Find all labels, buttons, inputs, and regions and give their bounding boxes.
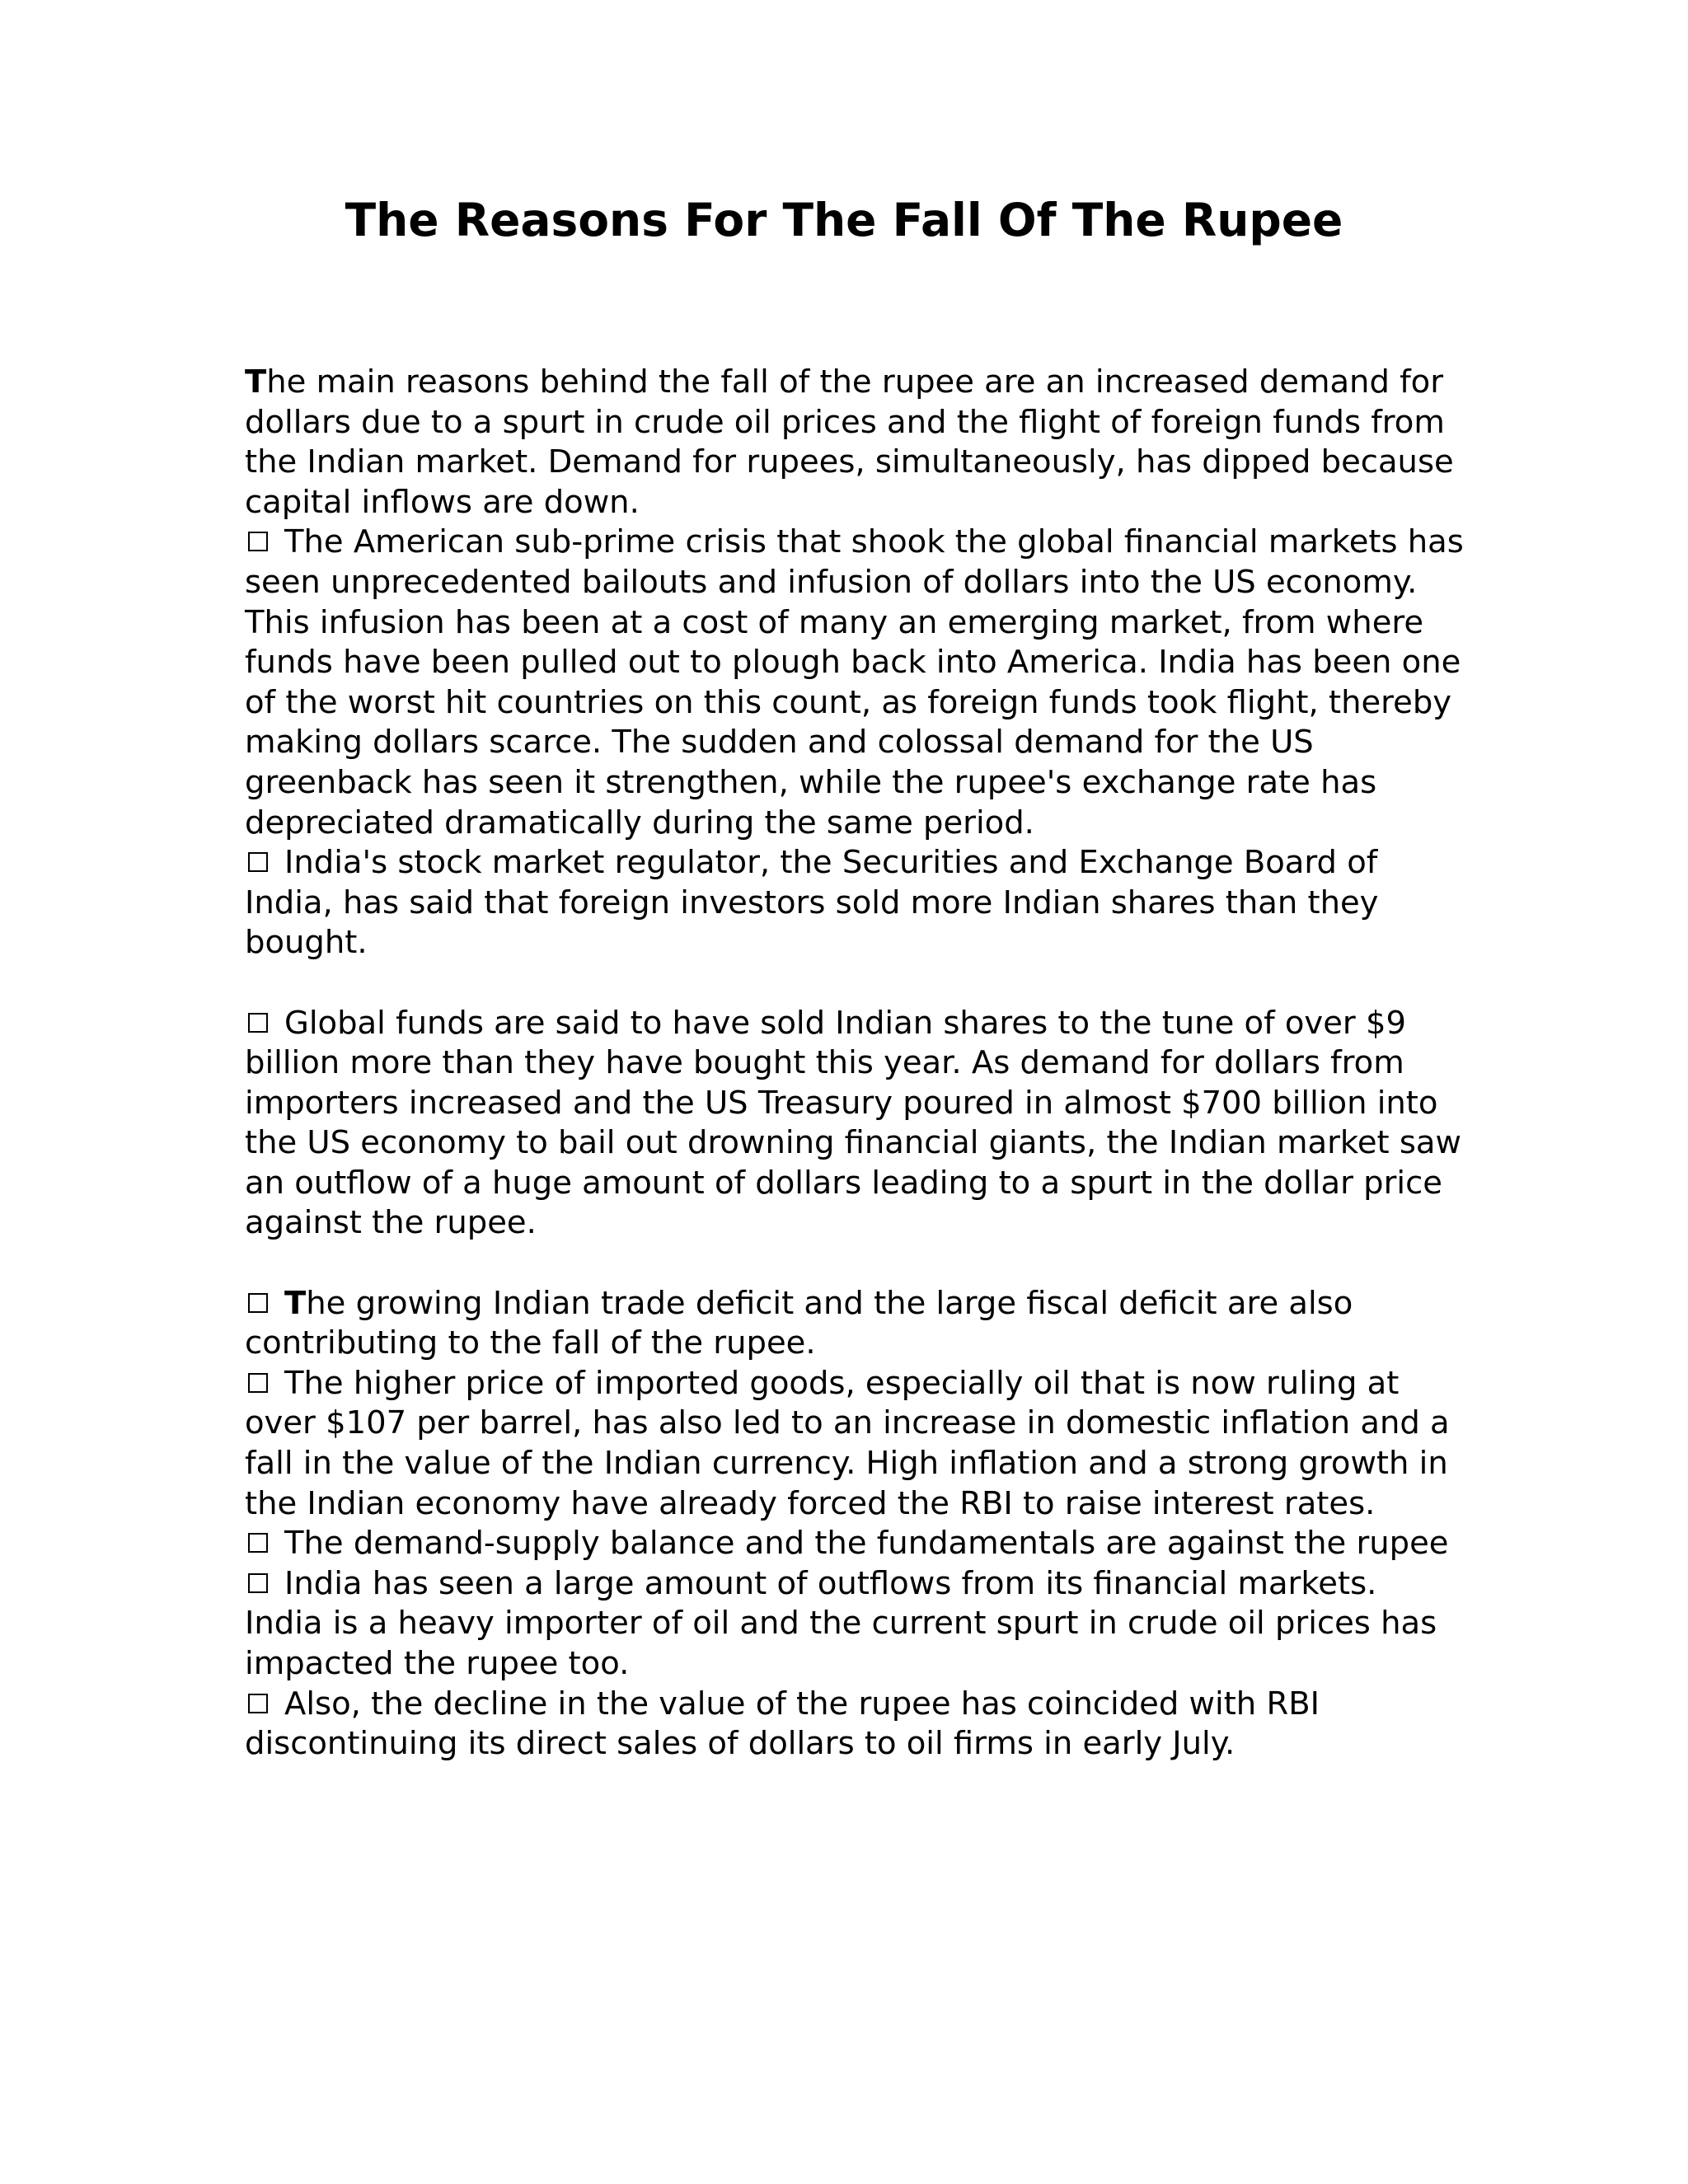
bullet-text: The higher price of imported goods, especially oil that is now ruling at over $107 per barrel, has also led to an increase in domestic inflation and a fall in the value of the Indian currency. High inflation and a strong growth in the Indian economy have already forced the RBI to raise interest rates. [245, 1364, 1450, 1522]
bullet-text: The demand-supply balance and the fundamentals are against the rupee [284, 1525, 1449, 1563]
bullet-text: he growing Indian trade deficit and the large fiscal deficit are also contributing to the fall of the rupee. [245, 1284, 1353, 1362]
bullet-paragraph [245, 1004, 1465, 1244]
checkbox-bullet-icon [248, 1293, 268, 1313]
bullet-paragraph [245, 1524, 1465, 1564]
intro-paragraph [245, 363, 1465, 523]
intro-drop-letter: T [245, 363, 267, 401]
bullet-paragraph [245, 1685, 1465, 1765]
intro-text: he main reasons behind the fall of the rupee are an increased demand for dollars due to a spurt in crude oil prices and the flight of foreign funds from the Indian market. Demand for rupees, simultaneously, has dipped because capital inflows are down. [245, 363, 1454, 521]
bullet-text: The American sub-prime crisis that shook the global financial markets has seen unprecedented bailouts and infusion of dollars into the US economy. This infusion has been at a cost of many an emerging market, from where funds have been pulled out to plough back into America. India has been one of the worst hit countries on this count, as foreign funds took flight, thereby making dollars scarce. The sudden and colossal demand for the US greenback has seen it strengthen, while the rupee's exchange rate has depreciated dramatically during the same period. [245, 523, 1464, 841]
document-body [245, 363, 1465, 1765]
checkbox-bullet-icon [248, 1373, 268, 1393]
paragraph-spacer [245, 963, 1465, 1004]
bullet-text: Global funds are said to have sold Indian shares to the tune of over $9 billion more than they have bought this year. As demand for dollars from importers increased and the US Treasury poured in almost $700 billion into the US economy to bail out drowning financial giants, the Indian market saw an outflow of a huge amount of dollars leading to a spurt in the dollar price against the rupee. [245, 1004, 1461, 1242]
bullet-text: India has seen a large amount of outflows from its financial markets. India is a heavy importer of oil and the current spurt in crude oil prices has impacted the rupee too. [245, 1564, 1437, 1682]
checkbox-bullet-icon [248, 1013, 268, 1033]
paragraph-spacer [245, 1244, 1465, 1284]
bullet-text: Also, the decline in the value of the rupee has coincided with RBI discontinuing its direct sales of dollars to oil firms in early July. [245, 1685, 1320, 1763]
document-title: The Reasons For The Fall Of The Rupee [345, 194, 1343, 246]
bullet-drop-letter: T [284, 1284, 307, 1322]
bullet-paragraph [245, 1364, 1465, 1524]
checkbox-bullet-icon [248, 532, 268, 551]
checkbox-bullet-icon [248, 852, 268, 872]
bullet-text: India's stock market regulator, the Securities and Exchange Board of India, has said that foreign investors sold more Indian shares than they bought. [245, 844, 1379, 962]
checkbox-bullet-icon [248, 1533, 268, 1553]
checkbox-bullet-icon [248, 1694, 268, 1713]
bullet-paragraph [245, 1564, 1465, 1685]
bullet-paragraph [245, 1284, 1465, 1364]
bullet-paragraph [245, 843, 1465, 963]
bullet-paragraph [245, 523, 1465, 843]
checkbox-bullet-icon [248, 1573, 268, 1593]
